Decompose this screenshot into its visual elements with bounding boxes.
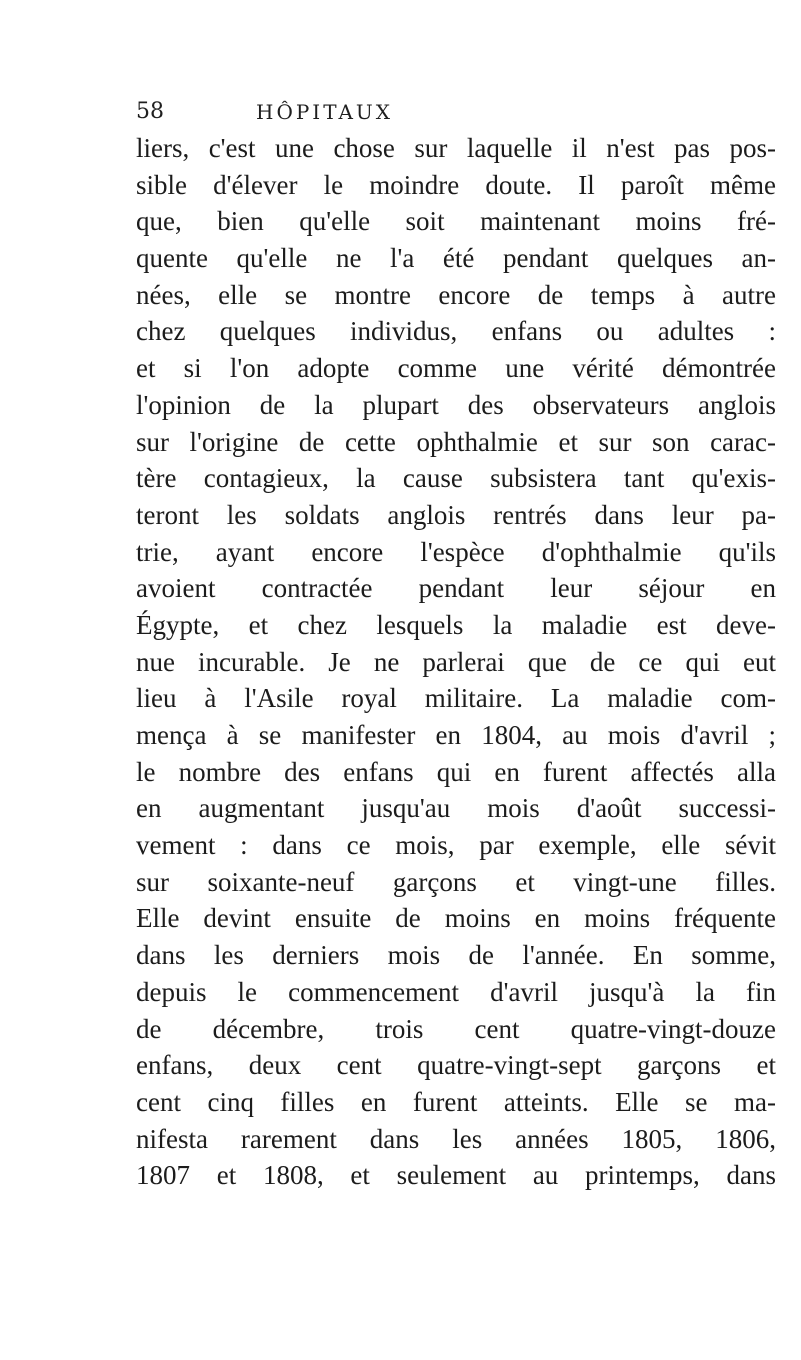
text-line: quente qu'elle ne l'a été pendant quelques an- xyxy=(136,243,776,274)
text-line: tère contagieux, la cause subsistera tant qu'exis- xyxy=(136,463,776,494)
text-line: lieu à l'Asile royal militaire. La maladie com- xyxy=(136,683,776,714)
text-line: 1807 et 1808, et seulement au printemps, dans xyxy=(136,1160,776,1191)
text-line: mença à se manifester en 1804, au mois d'avril ; xyxy=(136,720,776,750)
text-line: cent cinq filles en furent atteints. Elle se ma- xyxy=(136,1086,776,1117)
text-line: nifesta rarement dans les années 1805, 1806, xyxy=(136,1123,776,1154)
text-line: trie, ayant encore l'espèce d'ophthalmie qu'ils xyxy=(136,536,776,567)
text-line: avoient contractée pendant leur séjour en xyxy=(136,573,776,604)
text-line: enfans, deux cent quatre-vingt-sept garçons et xyxy=(136,1050,776,1081)
text-line: teront les soldats anglois rentrés dans leur pa- xyxy=(136,499,776,530)
text-line: de décembre, trois cent quatre-vingt-douze xyxy=(136,1013,776,1044)
text-line: et si l'on adopte comme une vérité démontrée xyxy=(136,353,776,384)
text-line: l'opinion de la plupart des observateurs anglois xyxy=(136,389,776,420)
text-line: vement : dans ce mois, par exemple, elle sévit xyxy=(136,830,776,861)
text-line: Elle devint ensuite de moins en moins fréquente xyxy=(136,903,776,934)
running-title: HÔPITAUX xyxy=(256,100,393,124)
text-line: liers, c'est une chose sur laquelle il n'est pas pos- xyxy=(136,133,776,163)
page-header xyxy=(136,95,776,129)
text-line: depuis le commencement d'avril jusqu'à la fin xyxy=(136,976,776,1007)
text-line: Égypte, et chez lesquels la maladie est deve- xyxy=(136,609,776,640)
text-line: en augmentant jusqu'au mois d'août successi- xyxy=(136,793,776,824)
text-line: sible d'élever le moindre doute. Il paroît même xyxy=(136,169,776,200)
text-line: sur soixante-neuf garçons et vingt-une filles. xyxy=(136,866,776,897)
text-line: nue incurable. Je ne parlerai que de ce qui eut xyxy=(136,646,776,677)
text-line: dans les derniers mois de l'année. En somme, xyxy=(136,940,776,971)
text-line: nées, elle se montre encore de temps à autre xyxy=(136,279,776,310)
text-line: chez quelques individus, enfans ou adultes : xyxy=(136,316,776,347)
text-line: sur l'origine de cette ophthalmie et sur son carac- xyxy=(136,426,776,457)
body-text xyxy=(136,130,776,1194)
page-number: 58 xyxy=(136,99,164,124)
text-line: que, bien qu'elle soit maintenant moins fré- xyxy=(136,206,776,237)
text-line: le nombre des enfans qui en furent affectés alla xyxy=(136,756,776,787)
